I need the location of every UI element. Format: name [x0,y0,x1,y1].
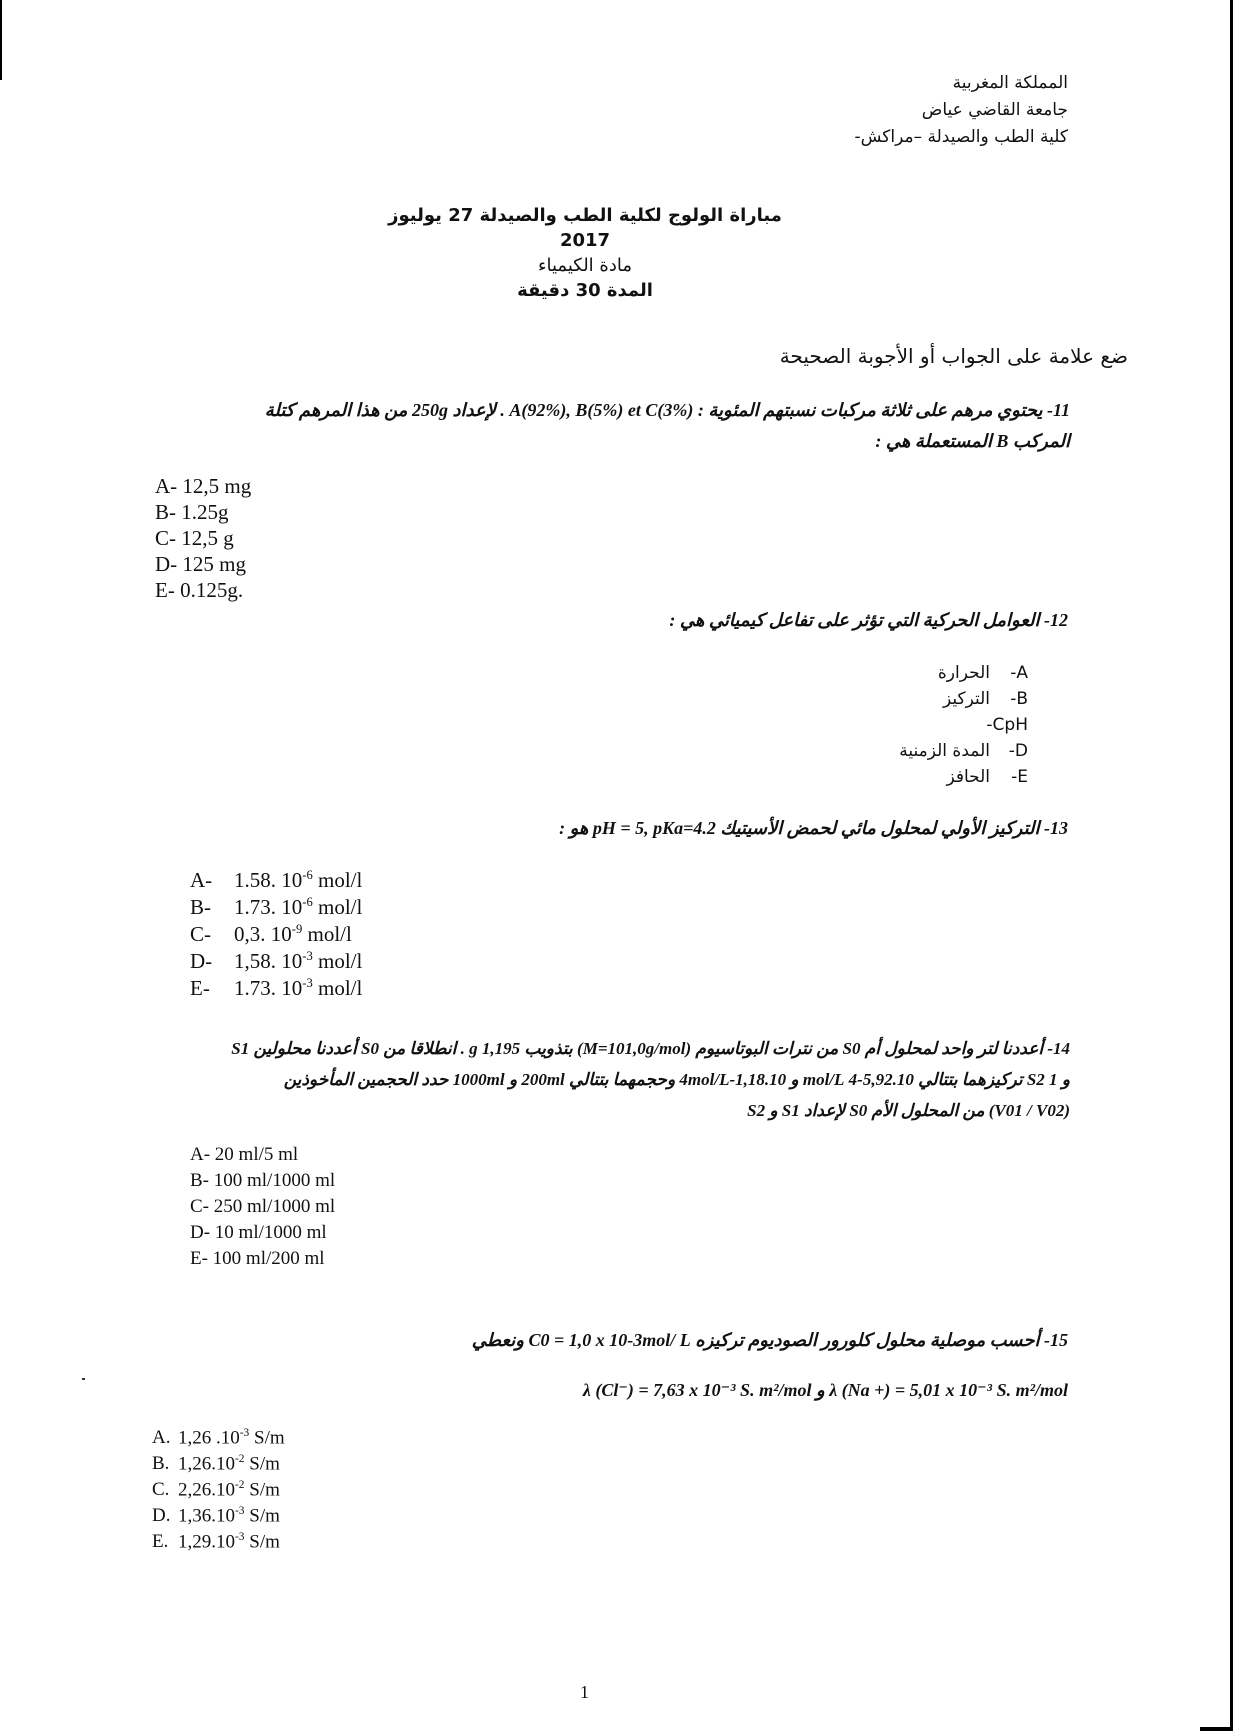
option[interactable]: D- 125 mg [155,552,246,576]
option[interactable] [828,738,1028,764]
exam-title: مباراة الولوج لكلية الطب والصيدلة 27 يوليوز 2017 [388,205,782,251]
option-letter: E- [190,976,210,1000]
option-exponent: -9 [291,922,303,936]
option-letter: E- [1011,767,1028,787]
option[interactable]: B- 100 ml/1000 ml [190,1170,336,1191]
header-faculty: كلية الطب والصيدلة –مراكش- [854,127,1068,147]
option[interactable] [828,712,1028,738]
question-11-line2: المركب B المستعملة هي : [875,431,1070,451]
option-letter: D. [152,1505,171,1527]
exam-duration: المدة 30 دقيقة [517,280,653,301]
header-country: المملكة المغربية [952,73,1068,93]
option[interactable] [152,1453,280,1475]
question-15-line1: 15- أحسب موصلية محلول كلورور الصوديوم تركيزه C0 = 1,0 x 10-3mol/ L ونعطي [471,1330,1068,1350]
option-letter: A. [152,1427,171,1449]
question-14 [30,1033,1070,1126]
option[interactable]: C- 12,5 g [155,526,234,550]
option[interactable] [190,895,362,920]
option-letter: D- [1008,741,1028,761]
option-value: 1,26.10 [178,1453,235,1475]
option-text: المدة الزمنية [899,741,990,761]
option-unit: mol/l [312,868,363,892]
option[interactable] [152,1427,285,1449]
option-letter: B- [190,895,211,919]
option-letter: A- [1010,663,1028,683]
option-exponent: -2 [235,1479,245,1491]
question-15-line2: λ (Cl⁻) = 7,63 x 10⁻³ S. m²/mol و λ (Na +) = 5,01 x 10⁻³ S. m²/mol [582,1380,1068,1400]
option[interactable] [190,976,362,1001]
question-14-line1: 14- أعددنا لتر واحد لمحلول أم S0 من نترات البوتاسيوم (M=101,0g/mol) بتذويب 1,195 g . انطلاقا من S0 أعددنا محلولين S1 [231,1039,1070,1058]
header-university: جامعة القاضي عياض [921,100,1068,120]
option-unit: mol/l [312,949,363,973]
scan-edge-left [0,0,2,80]
option[interactable]: C- 250 ml/1000 ml [190,1196,336,1217]
option[interactable] [152,1531,280,1553]
option-letter: E. [152,1531,169,1553]
option[interactable] [190,868,362,893]
question-12: 12- العوامل الحركية التي تؤثر على تفاعل كيميائي هي : [669,610,1068,630]
option[interactable] [152,1479,280,1501]
question-11 [150,395,1070,457]
option-value: 1.73. 10 [234,976,303,1000]
option-unit: mol/l [302,922,352,946]
option-value: 1,58. 10 [234,949,303,973]
option-letter: A- [190,868,213,892]
option-exponent: -3 [302,976,313,990]
option-letter: D- [190,949,213,973]
question-14-line3: (V01 / V02) من المحلول الأم S0 لإعداد S1 و S2 [747,1101,1070,1120]
option[interactable] [828,660,1028,686]
option-letter: C. [152,1479,170,1501]
option-value: 0,3. 10 [234,922,292,946]
option-exponent: -3 [302,949,313,963]
exam-subject: مادة الكيمياء [538,255,632,276]
option-exponent: -3 [239,1427,250,1439]
exam-title-block [360,203,810,303]
option[interactable]: E- 0.125g. [155,578,244,602]
scan-speck [82,1378,85,1380]
option-exponent: -6 [302,868,313,882]
option[interactable]: A- 20 ml/5 ml [190,1144,299,1165]
instruction: ضع علامة على الجواب أو الأجوبة الصحيحة [779,344,1128,368]
option-letter: C- [986,715,1005,735]
question-13: 13- التركيز الأولي لمحلول مائي لحمض الأسيتيك pH = 5, pKa=4.2 هو : [559,818,1068,838]
option[interactable]: E- 100 ml/200 ml [190,1248,325,1269]
option-letter: B. [152,1453,170,1475]
option[interactable] [152,1505,280,1527]
option-unit: S/m [249,1427,285,1449]
option-text: الحافز [946,767,990,787]
option-letter: B- [1010,689,1028,709]
option[interactable] [190,922,352,947]
scan-edge-bottom [1200,1727,1233,1731]
option-value: 1,29.10 [178,1531,235,1553]
option-letter: C- [190,922,211,946]
page-number: 1 [580,1682,589,1702]
option-exponent: -3 [235,1531,245,1543]
option-value: 1.73. 10 [234,895,303,919]
option-text: pH [1004,715,1028,735]
option-value: 2,26.10 [178,1479,235,1501]
option[interactable]: D- 10 ml/1000 ml [190,1222,327,1243]
option[interactable]: B- 1.25g [155,500,229,524]
option-exponent: -6 [302,895,313,909]
option-unit: S/m [244,1531,280,1553]
question-11-line1: 11- يحتوي مرهم على ثلاثة مركبات نسبتهم المئوية : A(92%), B(5%) et C(3%) . لإعداد 250g من هذا المرهم كتلة [264,400,1070,420]
option-text: الحرارة [937,663,990,683]
option-value: 1,26 .10 [178,1427,240,1449]
option-unit: mol/l [312,895,363,919]
option[interactable]: A- 12,5 mg [155,474,252,498]
option-unit: mol/l [312,976,363,1000]
option[interactable] [828,764,1028,790]
option-unit: S/m [244,1505,280,1527]
option-exponent: -3 [235,1505,245,1517]
option[interactable] [828,686,1028,712]
header [668,70,1068,151]
option-value: 1,36.10 [178,1505,235,1527]
question-14-line2: و S2 1 تركيزهما بتتالي 5,92.10-4 mol/L و 1,18.10-4mol/L وحجمهما بتتالي 200ml و 1000ml حدد الحجمين المأخوذين [283,1070,1070,1089]
option-text: التركيز [942,689,990,709]
option-value: 1.58. 10 [234,868,303,892]
option-exponent: -2 [235,1453,245,1465]
question-12-options [828,660,1028,790]
option[interactable] [190,949,362,974]
option-unit: S/m [244,1479,280,1501]
option-unit: S/m [244,1453,280,1475]
